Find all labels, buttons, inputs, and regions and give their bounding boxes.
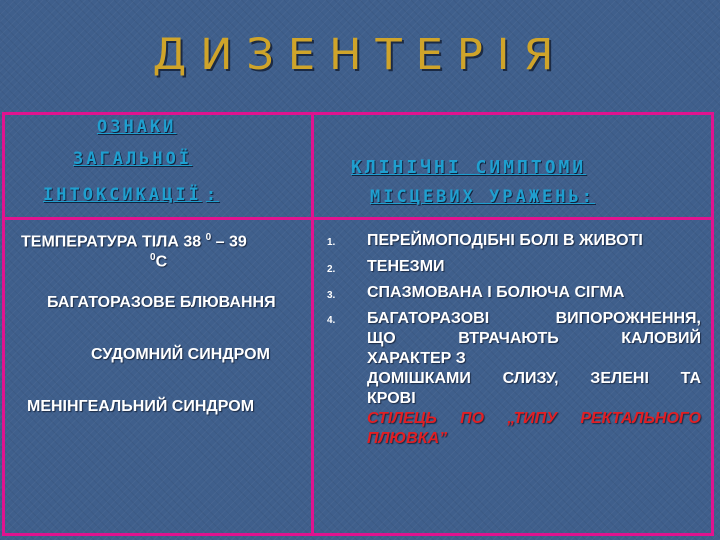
item4-word: ВИПОРОЖНЕННЯ, [555,310,701,327]
symptom-item-4-line7: ПЛЮВКА” [367,430,448,447]
right-header-word: МІСЦЕВИХ УРАЖЕНЬ [370,187,582,207]
item4-word: ЗЕЛЕНІ [590,370,649,387]
symptom-item-2: ТЕНЕЗМИ [367,258,445,275]
symptom-item-4-line4 [367,370,701,388]
list-number-3: 3. [327,290,336,301]
item4-red-word: СТІЛЕЦЬ [367,410,437,427]
slide-title: ДИЗЕНТЕРІЯ [152,30,568,80]
right-body-cell [311,217,714,536]
symptom-item-4-line2 [367,330,701,348]
symptom-item-3: СПАЗМОВАНА І БОЛЮЧА СІГМА [367,284,625,301]
item4-word: БАГАТОРАЗОВІ [367,310,490,327]
right-header-line1: КЛІНІЧНІ СИМПТОМИ [351,157,587,178]
item4-word: КАЛОВИЙ [621,330,701,347]
left-header-colon: : [205,185,220,205]
list-number-2: 2. [327,264,336,275]
list-number-4: 4. [327,315,336,326]
symptoms-table [2,112,714,536]
vomiting-item: БАГАТОРАЗОВЕ БЛЮВАННЯ [47,294,276,311]
item4-word: ЩО [367,330,396,347]
left-header-cell [2,112,314,220]
item4-word: ДОМІШКАМИ [367,370,471,387]
temperature-unit: С [155,253,168,271]
left-header-line1: ОЗНАКИ [97,117,177,137]
left-header-word: ІНТОКСИКАЦІЇ [43,185,202,205]
temperature-line2 [150,252,167,271]
temperature-sup: 0 [205,232,212,243]
temperature-unit-sup: 0 [150,252,156,263]
convulsive-syndrome-item: СУДОМНИЙ СИНДРОМ [91,346,270,363]
item4-red-word: РЕКТАЛЬНОГО [580,410,701,427]
temperature-range: – 39 [211,233,247,251]
item4-red-word: ПО [460,410,485,427]
symptom-item-1: ПЕРЕЙМОПОДІБНІ БОЛІ В ЖИВОТІ [367,232,643,249]
list-number-1: 1. [327,237,336,248]
right-header-colon: : [581,187,596,207]
right-header-line2 [370,187,595,207]
symptom-item-4-line5: КРОВІ [367,390,416,407]
left-header-line3 [43,185,219,205]
left-body-cell [2,217,314,536]
right-header-cell [311,112,714,220]
item4-word: ВТРАЧАЮТЬ [458,330,559,347]
symptom-item-4-line3: ХАРАКТЕР З [367,350,466,367]
meningeal-syndrome-item: МЕНІНГЕАЛЬНИЙ СИНДРОМ [27,398,255,415]
symptom-item-4-line6 [367,410,701,428]
temperature-line1 [21,232,247,251]
item4-word: ТА [680,370,701,387]
left-header-line2: ЗАГАЛЬНОЇ [73,149,193,169]
item4-word: СЛИЗУ, [502,370,559,387]
item4-red-word: „ТИПУ [507,410,558,427]
symptom-item-4-line1 [367,310,701,328]
temperature-text: ТЕМПЕРАТУРА ТІЛА 38 [21,233,202,251]
